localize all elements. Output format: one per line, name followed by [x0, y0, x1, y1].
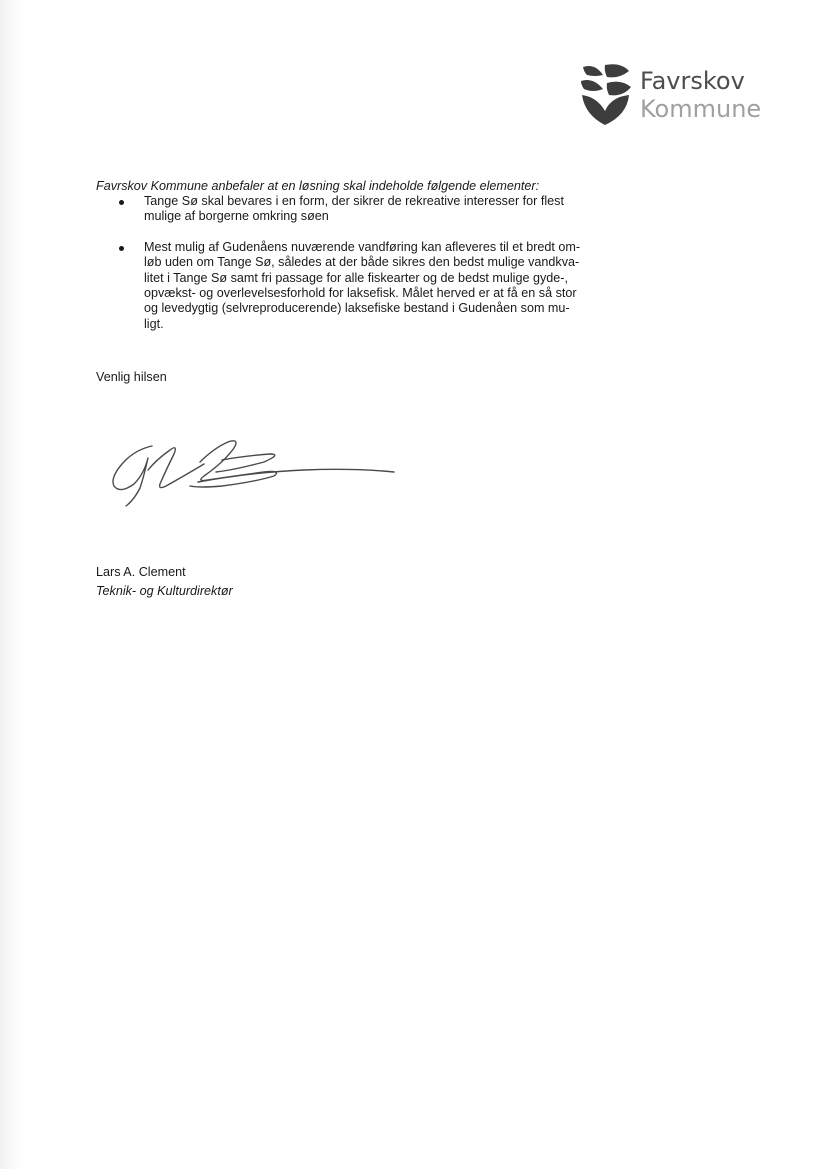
- intro-paragraph: Favrskov Kommune anbefaler at en løsning skal indeholde følgende elementer:: [96, 179, 540, 193]
- list-item-line: løb uden om Tange Sø, således at der både sikres den bedst mulige vandkva-: [144, 255, 580, 270]
- list-item-line: opvækst- og overlevelsesforhold for laksefisk. Målet herved er at få en så stor: [144, 286, 577, 301]
- bullet-dot-icon: [119, 246, 124, 251]
- logo-wordmark-kommune: Kommune: [640, 95, 762, 123]
- closing-greeting: Venlig hilsen: [96, 370, 167, 384]
- handwritten-signature: [104, 436, 396, 510]
- list-item-line: ligt.: [144, 316, 164, 331]
- list-item-line: Mest mulig af Gudenåens nuværende vandføring kan afleveres til et bredt om-: [144, 239, 581, 254]
- signer-title: Teknik- og Kulturdirektør: [96, 584, 233, 598]
- bullet-dot-icon: [119, 200, 124, 205]
- signer-name: Lars A. Clement: [96, 565, 186, 579]
- favrskov-logo: [581, 63, 761, 129]
- logo-wordmark-favrskov: Favrskov: [640, 67, 745, 95]
- scan-edge-shadow: [0, 0, 22, 1169]
- list-item: [96, 240, 636, 332]
- list-item: [96, 194, 636, 225]
- list-item-line: og levedygtig (selvreproducerende) laksefiske bestand i Gudenåen som mu-: [144, 301, 570, 316]
- list-item-line: mulige af borgerne omkring søen: [144, 209, 329, 224]
- list-item-line: litet i Tange Sø samt fri passage for alle fiskearter og de bedst mulige gyde-,: [144, 270, 568, 285]
- list-item-line: Tange Sø skal bevares i en form, der sikrer de rekreative interesser for flest: [144, 194, 564, 208]
- favrskov-leaf-icon: [581, 63, 631, 125]
- recommendation-list: [96, 194, 636, 332]
